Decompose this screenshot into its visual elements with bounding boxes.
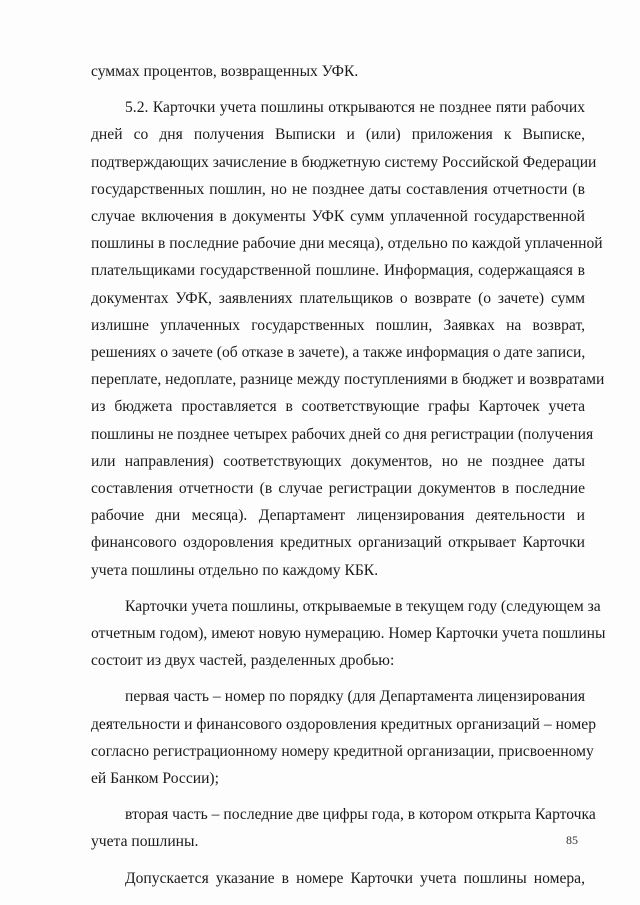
text-line: документах УФК, заявлениях плательщиков о возврате (о зачете) сумм — [91, 289, 585, 307]
text-line: из бюджета проставляется в соответствующие графы Карточек учета — [91, 398, 585, 416]
paragraph — [91, 865, 585, 892]
text-line: вторая часть – последние две цифры года, в котором открыта Карточка — [125, 806, 596, 824]
text-line: случае включения в документы УФК сумм уплаченной государственной — [91, 208, 585, 226]
text-line: дней со дня получения Выписки и (или) приложения к Выписке, — [91, 126, 585, 144]
text-line: состоит из двух частей, разделенных дробью: — [91, 652, 395, 670]
paragraph — [91, 593, 606, 675]
text-line: 5.2. Карточки учета пошлины открываются не позднее пяти рабочих — [125, 99, 585, 117]
text-line: учета пошлины. — [91, 833, 199, 851]
text-line: или направления) соответствующих документов, но не позднее даты — [91, 452, 585, 470]
text-line: Допускается указание в номере Карточки учета пошлины номера, — [125, 869, 585, 887]
paragraph — [91, 801, 596, 855]
body-text — [91, 58, 606, 892]
text-line: пошлины в последние рабочие дни месяца), отдельно по каждой уплаченной — [91, 235, 603, 253]
paragraph-gap — [91, 85, 585, 94]
text-line: переплате, недоплате, разнице между поступлениями в бюджет и возвратами — [91, 371, 605, 389]
text-line: финансового оздоровления кредитных организаций открывает Карточки — [91, 534, 585, 552]
text-line: излишне уплаченных государственных пошлин, Заявках на возврат, — [91, 316, 585, 334]
paragraph — [91, 58, 585, 85]
text-line: первая часть – номер по порядку (для Департамента лицензирования — [125, 688, 585, 706]
text-line: пошлины не позднее четырех рабочих дней со дня регистрации (получения — [91, 425, 594, 443]
text-line: ей Банком России); — [91, 770, 219, 788]
text-line: учета пошлины отдельно по каждому КБК. — [91, 561, 379, 579]
paragraph-gap — [91, 856, 585, 865]
text-line: государственных пошлин, но не позднее даты составления отчетности (в — [91, 180, 585, 198]
text-line: решениях о зачете (об отказе в зачете), а также информация о дате записи, — [91, 344, 586, 362]
paragraph-gap — [91, 792, 585, 801]
paragraph — [91, 94, 605, 584]
text-line: Карточки учета пошлины, открываемые в текущем году (следующем за — [125, 597, 601, 615]
text-line: плательщиками государственной пошлине. Информация, содержащаяся в — [91, 262, 585, 280]
text-line: отчетным годом), имеют новую нумерацию. Номер Карточки учета пошлины — [91, 625, 606, 643]
paragraph — [91, 683, 597, 792]
text-line: подтверждающих зачисление в бюджетную систему Российской Федерации — [91, 153, 597, 171]
paragraph-gap — [91, 584, 585, 593]
text-line: деятельности и финансового оздоровления кредитных организаций – номер — [91, 715, 597, 733]
paragraph-gap — [91, 674, 585, 683]
page-number: 85 — [566, 833, 578, 847]
text-line: составления отчетности (в случае регистрации документов в последние — [91, 480, 585, 498]
text-line: согласно регистрационному номеру кредитной организации, присвоенному — [91, 742, 594, 760]
text-line: рабочие дни месяца). Департамент лицензирования деятельности и — [91, 507, 585, 525]
text-line: суммах процентов, возвращенных УФК. — [91, 63, 359, 80]
